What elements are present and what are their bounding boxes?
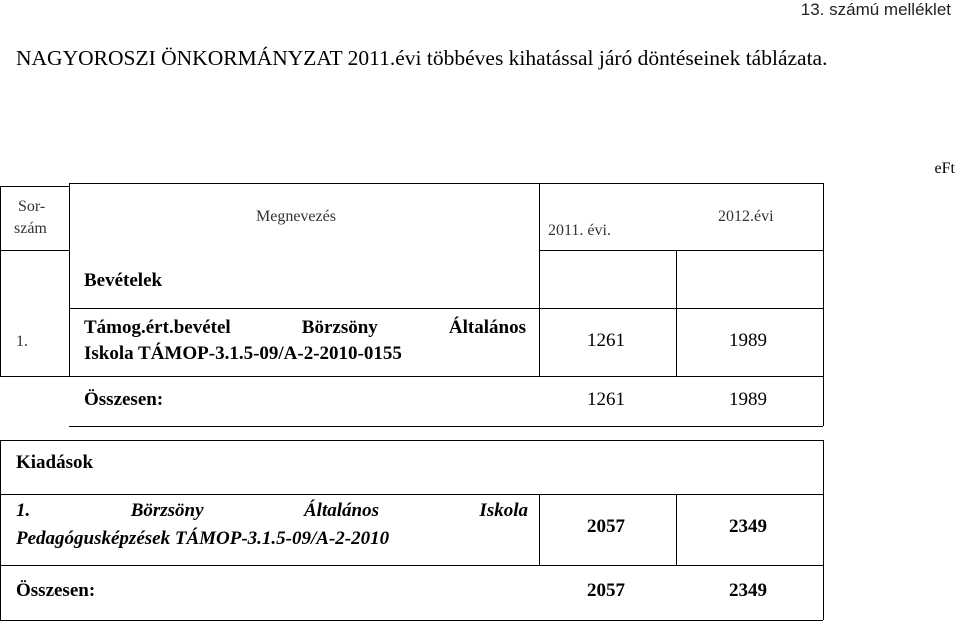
income-row-name-line2: Iskola TÁMOP-3.1.5-09/A-2-2010-0155 xyxy=(84,343,402,364)
expenses-total-value-2011: 2057 xyxy=(587,580,625,601)
expenses-total-label: Összesen: xyxy=(16,580,96,601)
income-row-value-2012: 1989 xyxy=(729,330,767,351)
income-section-label: Bevételek xyxy=(84,270,163,291)
header-serial-line2: szám xyxy=(14,220,47,237)
income-total-value-2012: 1989 xyxy=(729,389,767,410)
income-total-label: Összesen: xyxy=(84,389,164,410)
header-name: Megnevezés xyxy=(256,208,336,225)
expenses-row-name-line2: Pedagógusképzések TÁMOP-3.1.5-09/A-2-2010 xyxy=(16,528,390,549)
header-year-2011: 2011. évi. xyxy=(548,222,611,239)
page-title: NAGYOROSZI ÖNKORMÁNYZAT 2011.évi többéves kihatással járó döntéseinek táblázata. xyxy=(16,46,828,70)
income-row-value-2011: 1261 xyxy=(587,330,625,351)
expenses-row-value-2011: 2057 xyxy=(587,516,625,537)
expenses-row-value-2012: 2349 xyxy=(729,516,767,537)
header-year-2012: 2012.évi xyxy=(718,208,774,225)
header-serial-line1: Sor- xyxy=(18,198,46,215)
expenses-row-name-line1: 1. Börzsöny Általános Iskola xyxy=(16,500,528,521)
expenses-total-value-2012: 2349 xyxy=(729,580,767,601)
currency-unit: eFt xyxy=(934,160,955,177)
income-row-serial: 1. xyxy=(16,333,28,350)
expenses-section-label: Kiadások xyxy=(16,452,94,473)
annex-label: 13. számú melléklet xyxy=(800,0,951,19)
income-total-value-2011: 1261 xyxy=(587,389,625,410)
income-row-name-line1: Támog.ért.bevétel Börzsöny Általános xyxy=(84,317,526,338)
